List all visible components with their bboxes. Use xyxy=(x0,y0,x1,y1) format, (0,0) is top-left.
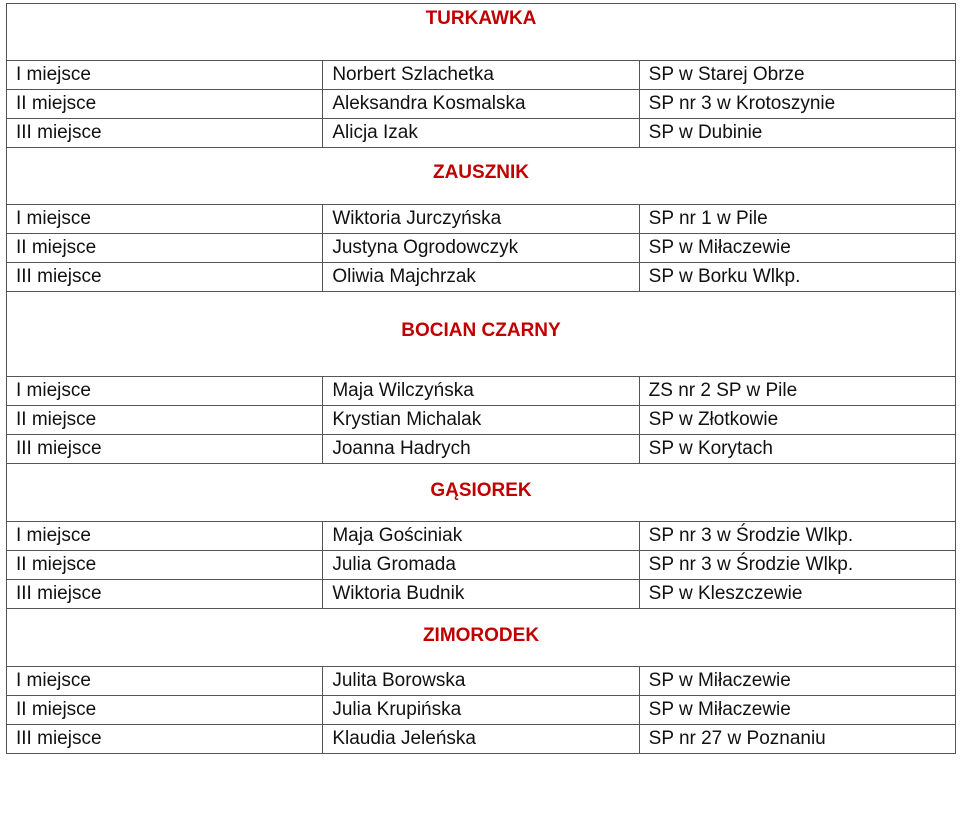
name-cell: Wiktoria Budnik xyxy=(323,580,639,609)
place-cell: II miejsce xyxy=(7,234,323,263)
table-row xyxy=(7,435,956,464)
category-title: ZIMORODEK xyxy=(422,625,540,646)
name-cell: Julia Gromada xyxy=(323,551,639,580)
table-row xyxy=(7,580,956,609)
school-cell: SP w Korytach xyxy=(639,435,955,464)
category-header-cell xyxy=(7,609,956,667)
category-header-cell xyxy=(7,4,956,61)
school-cell: SP nr 27 w Poznaniu xyxy=(639,725,955,754)
table-row xyxy=(7,205,956,234)
place-cell: I miejsce xyxy=(7,61,323,90)
school-cell: SP w Miłaczewie xyxy=(639,667,955,696)
place-cell: III miejsce xyxy=(7,119,323,148)
table-row xyxy=(7,263,956,292)
table-row xyxy=(7,406,956,435)
results-document xyxy=(6,3,956,754)
category-header-row xyxy=(7,292,956,377)
place-cell: I miejsce xyxy=(7,377,323,406)
school-cell: SP nr 3 w Środzie Wlkp. xyxy=(639,522,955,551)
school-cell: SP nr 3 w Środzie Wlkp. xyxy=(639,551,955,580)
name-cell: Joanna Hadrych xyxy=(323,435,639,464)
name-cell: Krystian Michalak xyxy=(323,406,639,435)
place-cell: I miejsce xyxy=(7,522,323,551)
name-cell: Maja Gościniak xyxy=(323,522,639,551)
table-row xyxy=(7,696,956,725)
table-row xyxy=(7,90,956,119)
results-table xyxy=(6,3,956,754)
category-header-row xyxy=(7,4,956,61)
table-row xyxy=(7,551,956,580)
school-cell: SP w Dubinie xyxy=(639,119,955,148)
school-cell: ZS nr 2 SP w Pile xyxy=(639,377,955,406)
school-cell: SP w Kleszczewie xyxy=(639,580,955,609)
school-cell: SP nr 3 w Krotoszynie xyxy=(639,90,955,119)
name-cell: Justyna Ogrodowczyk xyxy=(323,234,639,263)
category-title: BOCIAN CZARNY xyxy=(401,320,561,341)
place-cell: II miejsce xyxy=(7,90,323,119)
place-cell: III miejsce xyxy=(7,580,323,609)
school-cell: SP nr 1 w Pile xyxy=(639,205,955,234)
school-cell: SP w Miłaczewie xyxy=(639,696,955,725)
table-row xyxy=(7,377,956,406)
category-title: TURKAWKA xyxy=(425,8,537,29)
category-header-cell xyxy=(7,464,956,522)
place-cell: III miejsce xyxy=(7,263,323,292)
table-row xyxy=(7,725,956,754)
place-cell: III miejsce xyxy=(7,435,323,464)
table-row xyxy=(7,61,956,90)
category-header-row xyxy=(7,609,956,667)
name-cell: Wiktoria Jurczyńska xyxy=(323,205,639,234)
name-cell: Maja Wilczyńska xyxy=(323,377,639,406)
category-header-row xyxy=(7,148,956,205)
category-header-cell xyxy=(7,148,956,205)
category-header-row xyxy=(7,464,956,522)
place-cell: II miejsce xyxy=(7,406,323,435)
name-cell: Oliwia Majchrzak xyxy=(323,263,639,292)
place-cell: II miejsce xyxy=(7,551,323,580)
place-cell: I miejsce xyxy=(7,667,323,696)
school-cell: SP w Borku Wlkp. xyxy=(639,263,955,292)
category-header-cell xyxy=(7,292,956,377)
place-cell: III miejsce xyxy=(7,725,323,754)
name-cell: Julia Krupińska xyxy=(323,696,639,725)
category-title: ZAUSZNIK xyxy=(432,162,530,183)
table-row xyxy=(7,522,956,551)
place-cell: I miejsce xyxy=(7,205,323,234)
school-cell: SP w Złotkowie xyxy=(639,406,955,435)
name-cell: Alicja Izak xyxy=(323,119,639,148)
category-title: GĄSIOREK xyxy=(430,480,532,501)
table-row xyxy=(7,119,956,148)
table-row xyxy=(7,234,956,263)
name-cell: Norbert Szlachetka xyxy=(323,61,639,90)
name-cell: Julita Borowska xyxy=(323,667,639,696)
table-row xyxy=(7,667,956,696)
place-cell: II miejsce xyxy=(7,696,323,725)
school-cell: SP w Starej Obrze xyxy=(639,61,955,90)
name-cell: Klaudia Jeleńska xyxy=(323,725,639,754)
school-cell: SP w Miłaczewie xyxy=(639,234,955,263)
name-cell: Aleksandra Kosmalska xyxy=(323,90,639,119)
